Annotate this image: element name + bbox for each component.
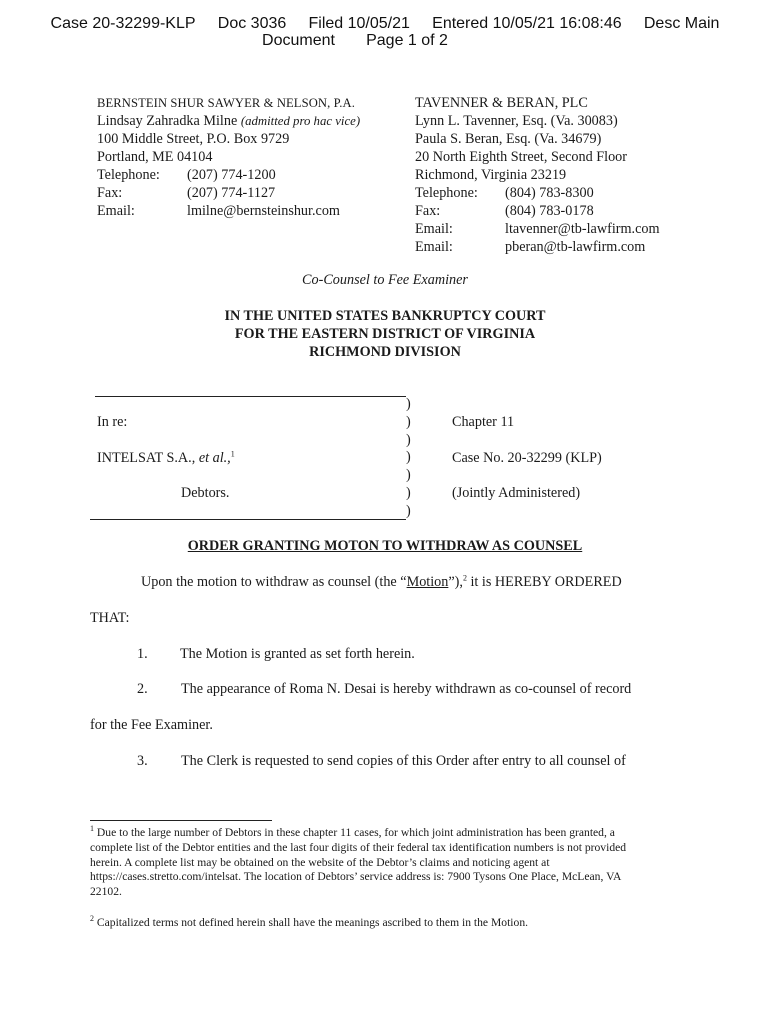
paren: ) (406, 413, 411, 430)
right-attorney1: Lynn L. Tavenner, Esq. (Va. 30083) (415, 113, 618, 129)
footnote-1-text: Due to the large number of Debtors in these chapter 11 cases, for which joint administration has been granted, a (96, 826, 615, 839)
contact-label: Email: (97, 203, 135, 219)
footnote-1 (90, 826, 680, 900)
contact-value: (207) 774-1200 (187, 167, 276, 183)
paren: ) (406, 502, 411, 519)
footnote-1-line: 22102. (90, 885, 122, 899)
doc-number: Doc 3036 (217, 15, 287, 32)
right-contact-fax (415, 202, 660, 220)
contact-label: Email: (415, 221, 453, 237)
order-item-2-number: 2. (137, 681, 148, 697)
footnote-1-line (90, 826, 680, 841)
intro-pre: Upon the motion to withdraw as counsel (the “ (141, 574, 407, 590)
intro-post: ”), (448, 574, 463, 590)
caption-chapter: Chapter 11 (452, 414, 515, 430)
footnote-ref-2: 2 (462, 573, 467, 583)
contact-value: pberan@tb-lawfirm.com (505, 239, 646, 255)
contact-value: (207) 774-1127 (187, 185, 276, 201)
caption-jointly: (Jointly Administered) (452, 485, 581, 501)
right-contact-email2 (415, 238, 660, 256)
left-contact-fax (97, 184, 360, 202)
court-line1: IN THE UNITED STATES BANKRUPTCY COURT (224, 308, 546, 324)
document-label: Document (262, 32, 335, 49)
right-address2: Richmond, Virginia 23219 (415, 167, 567, 183)
right-contact-phone (415, 184, 660, 202)
left-attorney-name: Lindsay Zahradka Milne (97, 113, 238, 129)
order-item-1-text: The Motion is granted as set forth herein. (180, 646, 415, 662)
left-address2: Portland, ME 04104 (97, 149, 213, 165)
footnote-1-line: https://cases.stretto.com/intelsat. The location of Debtors’ service address is: 7900 Tysons One Place, McLean, VA (90, 870, 622, 884)
order-title: ORDER GRANTING MOTON TO WITHDRAW AS COUNSEL (187, 538, 583, 554)
case-number: Case 20-32299-KLP (50, 15, 196, 32)
filing-header-line2 (0, 32, 770, 49)
contact-value: (804) 783-8300 (505, 185, 594, 201)
entered-date: Entered 10/05/21 16:08:46 (432, 15, 622, 32)
intro-defined-term: Motion (406, 574, 449, 590)
paren: ) (406, 396, 411, 412)
footnote-ref-1: 1 (230, 449, 235, 459)
filed-date: Filed 10/05/21 (308, 15, 410, 32)
order-item-3-number: 3. (137, 753, 148, 769)
paren: ) (406, 449, 411, 466)
order-item-3-text: The Clerk is requested to send copies of this Order after entry to all counsel of (181, 753, 626, 769)
paren: ) (406, 484, 411, 501)
caption-in-re: In re: (97, 414, 128, 430)
contact-label: Fax: (97, 185, 123, 201)
left-contact-email (97, 202, 360, 220)
intro-end: it is HEREBY ORDERED (466, 574, 622, 590)
caption-bottom-rule (90, 519, 406, 520)
footnote-2-text: Capitalized terms not defined herein shall have the meanings ascribed to them in the Motion. (96, 916, 529, 929)
contact-label: Email: (415, 239, 453, 255)
contact-value: lmilne@bernsteinshur.com (187, 203, 340, 219)
page-indicator: Page 1 of 2 (366, 32, 448, 49)
caption-parens (406, 396, 411, 521)
caption-debtors-label: Debtors. (181, 485, 230, 501)
right-counsel-block (415, 94, 660, 256)
footnote-1-line: complete list of the Debtor entities and the last four digits of their federal tax identification numbers is not provided (90, 840, 627, 854)
contact-value: (804) 783-0178 (505, 203, 594, 219)
caption-debtor (97, 450, 235, 467)
court-heading (0, 307, 770, 361)
right-attorney2: Paula S. Beran, Esq. (Va. 34679) (415, 131, 602, 147)
debtor-name: INTELSAT S.A., (97, 450, 196, 466)
caption-top-rule (95, 396, 406, 397)
left-contact-phone (97, 166, 360, 184)
order-item-1-number: 1. (137, 646, 148, 662)
co-counsel-label (0, 272, 770, 289)
footnote-separator (90, 820, 272, 821)
order-item-2-text: The appearance of Roma N. Desai is hereby withdrawn as co-counsel of record (181, 681, 632, 697)
that-label: THAT: (90, 610, 130, 626)
left-firm-name: BERNSTEIN SHUR SAWYER & NELSON, P.A. (97, 96, 355, 110)
contact-label: Fax: (415, 203, 441, 219)
paren: ) (406, 431, 411, 448)
order-item-2-continuation: for the Fee Examiner. (90, 717, 213, 733)
contact-value: ltavenner@tb-lawfirm.com (505, 221, 660, 237)
contact-label: Telephone: (415, 185, 478, 201)
left-attorney (97, 112, 360, 130)
footnote-2-number: 2 (90, 914, 94, 924)
right-address1: 20 North Eighth Street, Second Floor (415, 149, 628, 165)
footnote-1-number: 1 (90, 824, 94, 834)
filing-header (0, 15, 770, 49)
court-line2: FOR THE EASTERN DISTRICT OF VIRGINIA (234, 326, 536, 342)
paren: ) (406, 467, 411, 484)
court-line3: RICHMOND DIVISION (309, 344, 461, 360)
left-counsel-block (97, 94, 360, 220)
intro-paragraph (141, 574, 622, 591)
left-address1: 100 Middle Street, P.O. Box 9729 (97, 131, 290, 147)
footnote-2 (90, 916, 528, 931)
contact-label: Telephone: (97, 167, 160, 183)
desc-main: Desc Main (643, 15, 720, 32)
footnote-1-line: herein. A complete list may be obtained on the website of the Debtor’s claims and noticing agent at (90, 855, 550, 869)
filing-header-line1 (0, 15, 770, 32)
right-firm-name: TAVENNER & BERAN, PLC (415, 95, 588, 111)
co-counsel-text: Co-Counsel to Fee Examiner (302, 272, 468, 288)
left-attorney-note: (admitted pro hac vice) (240, 114, 361, 128)
caption-case-no: Case No. 20-32299 (KLP) (452, 450, 602, 466)
debtor-etal: et al., (198, 450, 231, 466)
right-contact-email1 (415, 220, 660, 238)
